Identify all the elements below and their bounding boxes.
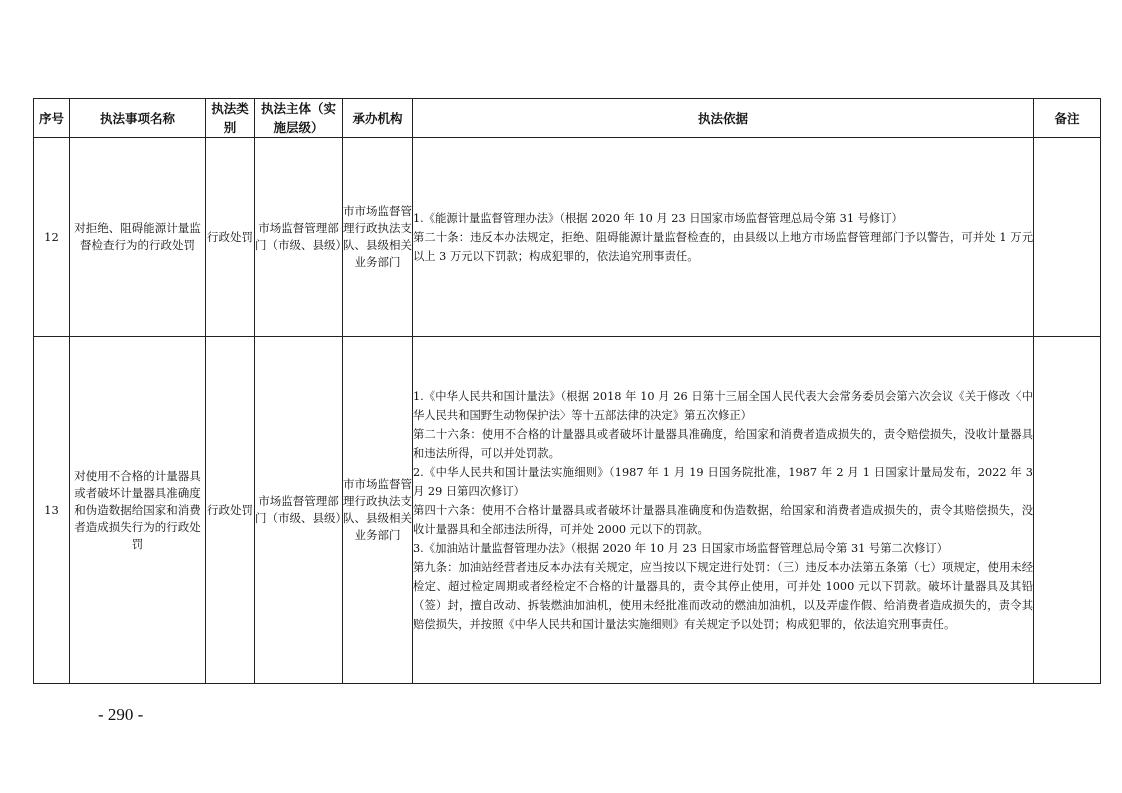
enforcement-table [33, 98, 1101, 684]
row-category: 行政处罚 [206, 337, 255, 684]
row-basis [413, 138, 1034, 337]
basis-paragraph: 1.《能源计量监督管理办法》（根据 2020 年 10 月 23 日国家市场监督管理总局令第 31 号修订） [413, 211, 903, 225]
header-agency: 承办机构 [343, 99, 413, 138]
header-row [34, 99, 1101, 138]
basis-paragraph: 第九条：加油站经营者违反本办法有关规定，应当按以下规定进行处罚：（三）违反本办法第五条第（七）项规定，使用未经检定、超过检定周期或者经检定不合格的计量器具的，责令其停止使用，可并处 1000 元以下罚款。破坏计量器具及其铅（签）封，擅自改动、拆装燃油加油机，使用未经批准而改动的燃油加油机，以及弄虚作假、给消费者造成损失的，责令其赔偿损失，并按照《中华人民共和国计量法实施细则》有关规定予以处罚；构成犯罪的，依法追究刑事责任。 [413, 560, 1033, 631]
row-subject: 市场监督管理部门（市级、县级） [255, 337, 343, 684]
row-agency: 市市场监督管理行政执法支队、县级相关业务部门 [343, 337, 413, 684]
basis-paragraph: 1.《中华人民共和国计量法》（根据 2018 年 10 月 26 日第十三届全国人民代表大会常务委员会第六次会议《关于修改〈中华人民共和国野生动物保护法〉等十五部法律的决定》第五次修正） [413, 389, 1033, 422]
row-remarks [1034, 337, 1101, 684]
header-category: 执法类别 [206, 99, 255, 138]
row-item-name: 对使用不合格的计量器具或者破坏计量器具准确度和伪造数据给国家和消费者造成损失行为的行政处罚 [70, 337, 206, 684]
row-basis [413, 337, 1034, 684]
row-item-name: 对拒绝、阻碍能源计量监督检查行为的行政处罚 [70, 138, 206, 337]
row-agency: 市市场监督管理行政执法支队、县级相关业务部门 [343, 138, 413, 337]
page-number: - 290 - [98, 705, 144, 724]
basis-paragraph: 2.《中华人民共和国计量法实施细则》（1987 年 1 月 19 日国务院批准，1987 年 2 月 1 日国家计量局发布，2022 年 3 月 29 日第四次修订） [413, 465, 1033, 498]
row-subject: 市场监督管理部门（市级、县级） [255, 138, 343, 337]
basis-paragraph: 第二十条：违反本办法规定，拒绝、阻碍能源计量监督检查的，由县级以上地方市场监督管理部门予以警告，可并处 1 万元以上 3 万元以下罚款；构成犯罪的，依法追究刑事责任。 [413, 230, 1033, 263]
basis-paragraph: 3.《加油站计量监督管理办法》（根据 2020 年 10 月 23 日国家市场监督管理总局令第 31 号第二次修订） [413, 541, 949, 555]
row-category: 行政处罚 [206, 138, 255, 337]
header-subject: 执法主体（实施层级） [255, 99, 343, 138]
table-row [34, 138, 1101, 337]
table-row [34, 337, 1101, 684]
row-remarks [1034, 138, 1101, 337]
basis-paragraph: 第四十六条：使用不合格计量器具或者破坏计量器具准确度和伪造数据，给国家和消费者造成损失的，责令其赔偿损失，没收计量器具和全部违法所得，可并处 2000 元以下的罚款。 [413, 503, 1033, 536]
header-item-name: 执法事项名称 [70, 99, 206, 138]
row-seq: 13 [34, 337, 70, 684]
basis-paragraph: 第二十六条：使用不合格的计量器具或者破坏计量器具准确度，给国家和消费者造成损失的，责令赔偿损失，没收计量器具和违法所得，可以并处罚款。 [413, 427, 1033, 460]
header-remarks: 备注 [1034, 99, 1101, 138]
header-seq: 序号 [34, 99, 70, 138]
header-basis: 执法依据 [413, 99, 1034, 138]
row-seq: 12 [34, 138, 70, 337]
